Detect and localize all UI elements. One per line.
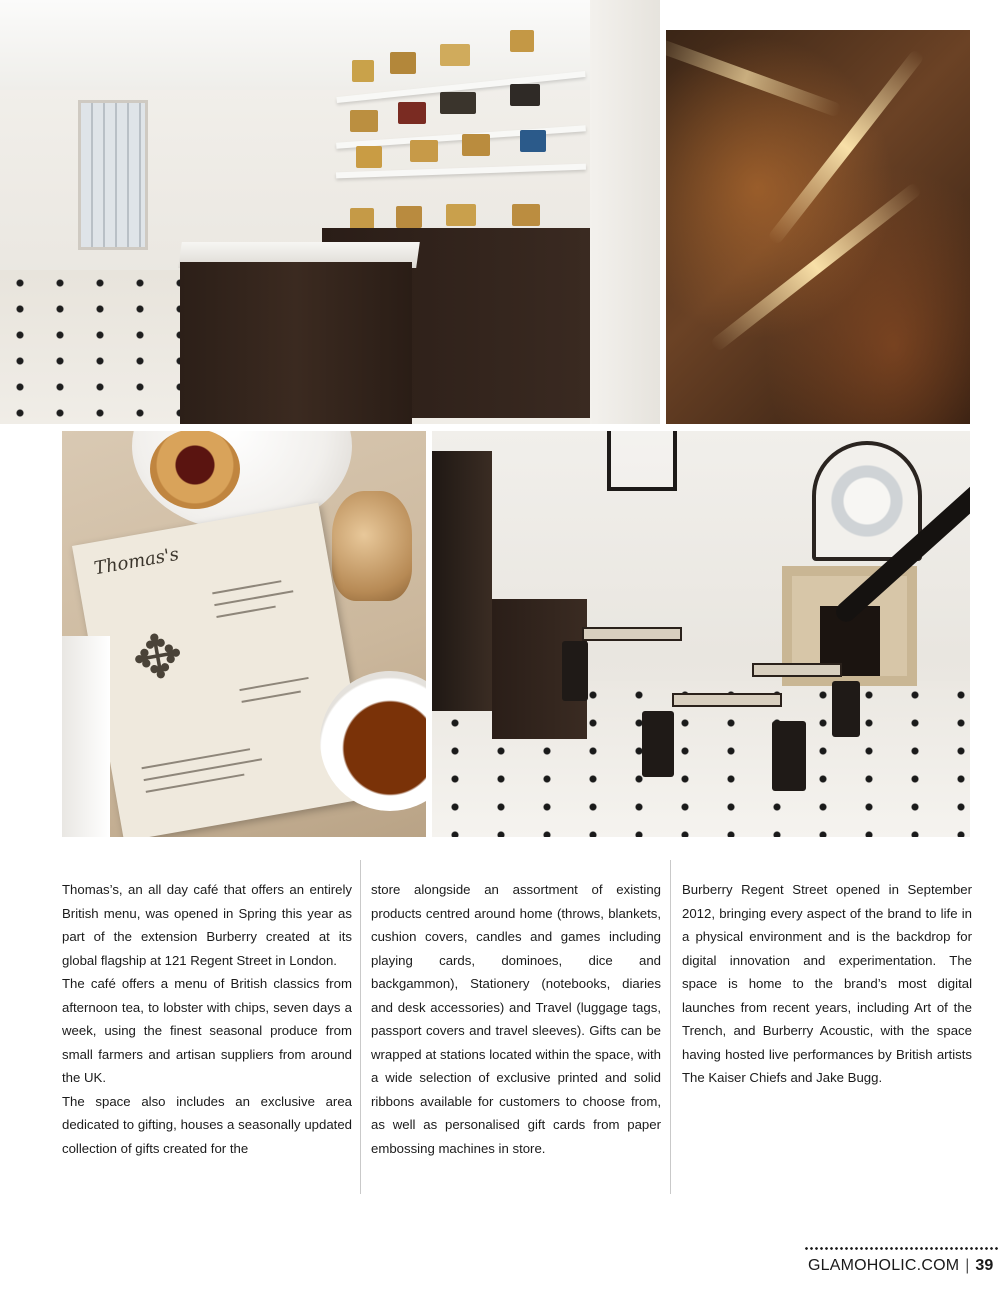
article-paragraph: Burberry Regent Street opened in September 2012, bringing every aspect of the brand to life in a physical environment and is the backdrop for digital innovation and experimentation. The space is home to the brand’s most digital launches from recent years, including Art of the Trench, and Burberry Acoustic, with the space having hosted live performances by British artists The Kaiser Chiefs and Jake Bugg. (682, 882, 972, 1085)
column-divider (670, 860, 671, 1194)
footer-separator: | (965, 1257, 970, 1274)
article-column-1 (62, 878, 352, 1160)
gift-box (512, 204, 540, 226)
menu-text-line (141, 748, 250, 769)
article-paragraph: Thomas’s, an all day café that offers an entirely British menu, was opened in Spring this year as part of the extension Burberry created at its global flagship at 121 Regent Street in London. (62, 882, 352, 968)
menu-text-line (212, 580, 281, 594)
light-streak (709, 181, 923, 352)
light-streak (666, 36, 842, 118)
footer-site-name: GLAMOHOLIC.COM (808, 1257, 960, 1274)
wall-panel (590, 0, 660, 424)
gift-box (356, 146, 382, 168)
article-column-3 (682, 878, 972, 1090)
menu-card-title: Thomas's (92, 543, 181, 580)
article-paragraph: The café offers a menu of British classics from afternoon tea, to lobster with chips, seven days a week, using the finest seasonal produce from small farmers and artisan suppliers from around the UK. (62, 976, 352, 1085)
table (582, 627, 682, 641)
gift-box (396, 206, 422, 228)
chair (642, 711, 674, 777)
page-footer (808, 1255, 1000, 1277)
photo-gifting-room (0, 0, 660, 424)
menu-card (72, 503, 370, 837)
gift-box (350, 208, 374, 230)
gift-box (440, 92, 476, 114)
menu-text-line (216, 606, 275, 618)
gift-box (520, 130, 546, 152)
lantern (607, 431, 677, 491)
photo-bokeh-detail (666, 30, 970, 424)
gift-box (350, 110, 378, 132)
gift-box (398, 102, 426, 124)
chair (832, 681, 860, 737)
photo-menu-and-tea (62, 431, 426, 837)
menu-text-line (144, 758, 263, 781)
table (672, 693, 782, 707)
table (752, 663, 842, 677)
article-paragraph: The space also includes an exclusive area dedicated to gifting, houses a seasonally updated collection of gifts created for the (62, 1093, 352, 1156)
menu-text-line (239, 677, 308, 691)
light-streak (767, 48, 926, 246)
footer-dotted-rule (804, 1247, 1000, 1250)
gift-box (446, 204, 476, 226)
glass-shelves (432, 451, 492, 711)
wood-counter (180, 262, 412, 424)
gift-box (440, 44, 470, 66)
gift-box (510, 30, 534, 52)
chair (772, 721, 806, 791)
column-divider (360, 860, 361, 1194)
napkin (62, 636, 110, 837)
scone (150, 431, 240, 509)
lobster-illustration: ✥ (127, 619, 189, 695)
menu-text-line (214, 590, 293, 606)
chair (562, 641, 588, 701)
gift-box (462, 134, 490, 156)
article-column-2 (371, 878, 661, 1160)
cream-jug (332, 491, 412, 601)
menu-text-line (241, 691, 300, 703)
photo-cafe-interior (432, 431, 970, 837)
gift-box (390, 52, 416, 74)
gift-box (510, 84, 540, 106)
article-paragraph: store alongside an assortment of existing products centred around home (throws, blankets, cushion covers, candles and games including playing cards, dominoes, dice and backgammon), Stationery (notebooks, diaries and desk accessories) and Travel (luggage tags, passport covers and travel sleeves). Gifts can be wrapped at stations located within the space, with a wide selection of exclusive printed and solid ribbons available for customers to choose from, as well as personalised gift cards from paper embossing machines in store. (371, 882, 661, 1156)
page-number: 39 (975, 1257, 994, 1274)
window (78, 100, 148, 250)
gift-box (352, 60, 374, 82)
gift-box (410, 140, 438, 162)
